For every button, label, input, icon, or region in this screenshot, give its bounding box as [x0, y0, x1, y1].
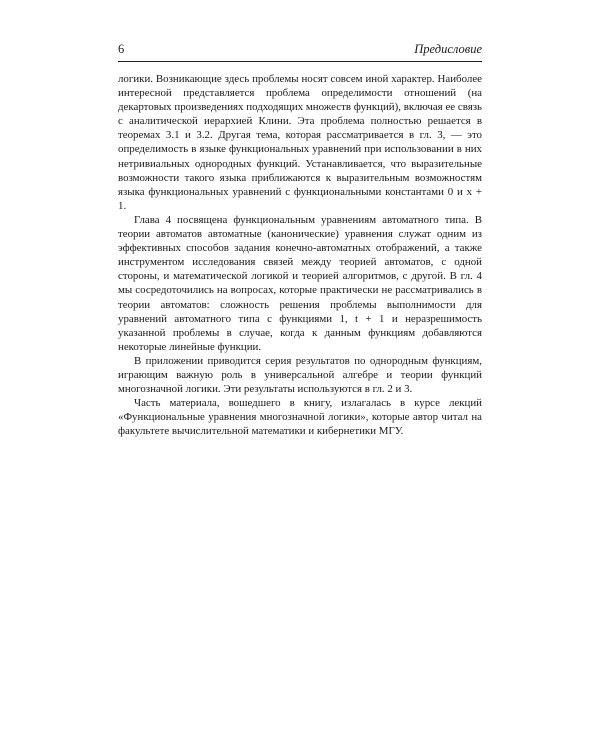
paragraph-continuation: логики. Возникающие здесь проблемы носят совсем иной характер. Наиболее интересной представляется проблема определимости отношений (на декартовых произведениях подходящих множеств функций), включая ее связь с аналитической иерархией Клини. Эта проблема полностью решается в теоремах 3.1 и 3.2. Другая тема, которая рассматривается в гл. 3, — это определимость в языке функциональных уравнений при использовании в них нетривиальных однородных функций. Устанавливается, что выразительные возможности такого языка приближаются к выразительным возможностям языка функциональных уравнений с функциональными константами 0 и x + 1.	[118, 73, 482, 212]
body-text	[118, 72, 482, 438]
paragraph-lectures: Часть материала, вошедшего в книгу, излагалась в курсе лекций «Функциональные уравнения многозначной логики», которые автор читал на факультете вычислительной математики и кибернетики МГУ.	[118, 397, 482, 438]
paragraph-appendix: В приложении приводится серия результатов по однородным функциям, играющим важную роль в универсальной алгебре и теории функций многозначной логики. Эти результаты используются в гл. 2 и 3.	[118, 354, 482, 396]
paragraph-chapter-4: Глава 4 посвящена функциональным уравнениям автоматного типа. В теории автоматов автоматные (канонические) уравнения служат одним из эффективных способов задания конечно-автоматных отображений, а также инструментом исследования связей между теорией автоматов, с одной стороны, и математической логикой и теорией алгоритмов, с другой. В гл. 4 мы сосредоточились на вопросах, которые практически не рассматривались в теории автоматов: сложность решения проблемы выполнимости для уравнений автоматного типа с функциями 1, t + 1 и неразрешимость указанной проблемы в случае, когда к данным функциям добавляются некоторые линейные функции.	[118, 213, 482, 353]
running-header	[118, 40, 482, 58]
header-rule	[118, 61, 482, 62]
page-number: 6	[118, 42, 125, 56]
running-title: Предисловие	[414, 42, 482, 56]
book-page	[118, 40, 482, 438]
